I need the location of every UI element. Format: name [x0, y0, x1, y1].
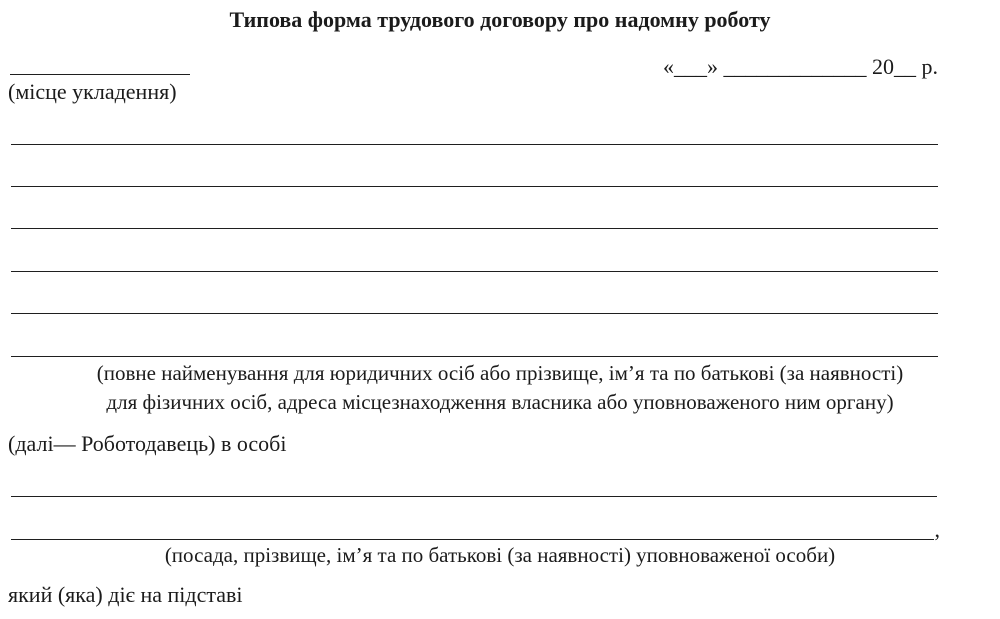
employer-intro-text: (далі— Роботодавець) в особі: [8, 431, 287, 456]
acting-basis-text: який (яка) діє на підставі: [8, 582, 243, 607]
place-blank-line: [10, 74, 190, 75]
trailing-comma: ,: [934, 517, 940, 542]
representative-fill-line-1: [11, 496, 937, 497]
employer-caption-line1: (повне найменування для юридичних осіб або прізвище, ім’я та по батькові (за наявності): [96, 361, 904, 385]
employer-caption-line2: для фізичних осіб, адреса місцезнаходження власника або уповноваженого ним органу): [106, 390, 894, 414]
document-title: Типова форма трудового договору про надомну роботу: [229, 7, 771, 32]
place-caption: (місце укладення): [8, 79, 177, 104]
date-blank-line: «___» _____________ 20__ р.: [663, 54, 938, 79]
fill-line-2: [11, 186, 938, 187]
fill-line-4: [11, 271, 938, 272]
representative-caption: (посада, прізвище, ім’я та по батькові (за наявності) уповноваженої особи): [164, 543, 836, 567]
representative-fill-line-2: [11, 518, 940, 540]
fill-line-3: [11, 228, 938, 229]
fill-line-5: [11, 313, 938, 314]
fill-line-1: [11, 144, 938, 145]
fill-line-6: [11, 356, 938, 357]
representative-blank-line: [11, 517, 934, 540]
